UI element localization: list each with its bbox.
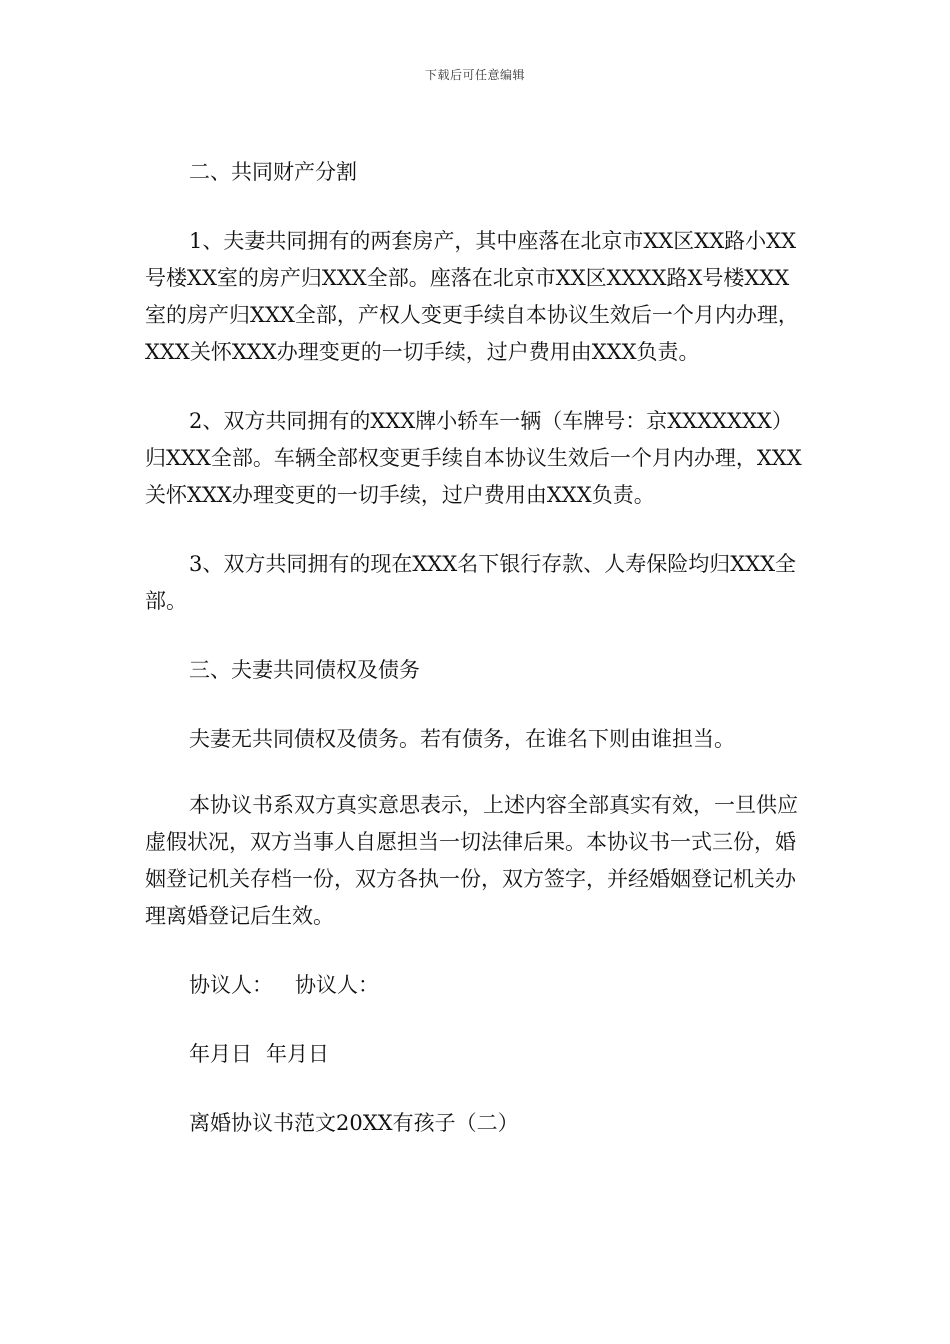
property-item-2: 2、双方共同拥有的XXX牌小轿车一辆（车牌号：京XXXXXXX）归XXX全部。车辆全部权变更手续自本协议生效后一个月内办理，XXX关怀XXX办理变更的一切手续，过户费用由XXX负责。 xyxy=(145,409,802,507)
property-item-1: 1、夫妻共同拥有的两套房产，其中座落在北京市XX区XX路小XX号楼XX室的房产归XXX全部。座落在北京市XX区XXXX路X号楼XXX室的房产归XXX全部，产权人变更手续自本协议生效后一个月内办理，XXX关怀XXX办理变更的一切手续，过户费用由XXX负责。 xyxy=(145,229,799,364)
signer-b-label: 协议人： xyxy=(295,973,379,997)
section-3-body: 夫妻无共同债权及债务。若有债务，在谁名下则由谁担当。 xyxy=(189,727,735,751)
date-a: 年月日 xyxy=(189,1042,252,1066)
closing-paragraph: 本协议书系双方真实意思表示，上述内容全部真实有效，一旦供应虚假状况，双方当事人自愿担当一切法律后果。本协议书一式三份，婚姻登记机关存档一份，双方各执一份，双方签字，并经婚姻登记机关办理离婚登记后生效。 xyxy=(145,793,798,928)
document-body xyxy=(145,154,810,1174)
date-line xyxy=(145,1036,810,1073)
next-section-title: 离婚协议书范文20XX有孩子（二） xyxy=(189,1111,519,1135)
date-b: 年月日 xyxy=(266,1042,329,1066)
header-note: 下载后可任意编辑 xyxy=(424,68,525,82)
signer-a-label: 协议人： xyxy=(189,973,273,997)
property-item-3: 3、双方共同拥有的现在XXX名下银行存款、人寿保险均归XXX全部。 xyxy=(145,552,797,613)
signature-line xyxy=(145,967,810,1004)
section-2-title: 二、共同财产分割 xyxy=(189,160,357,184)
section-3-title: 三、夫妻共同债权及债务 xyxy=(189,658,420,682)
